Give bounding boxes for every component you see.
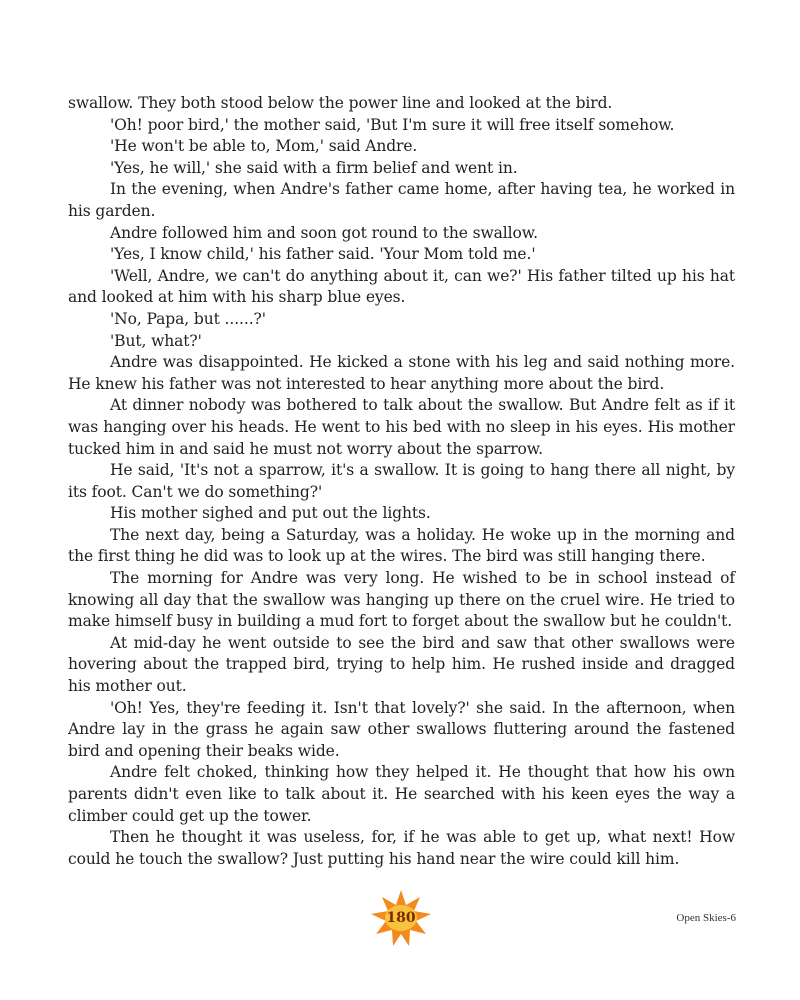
paragraph: Then he thought it was useless, for, if he was able to get up, what next! How could he touch the swallow? Just putting his hand near the wire could kill him. (68, 828, 735, 868)
paragraph: In the evening, when Andre's father came home, after having tea, he worked in his garden. (68, 180, 735, 220)
paragraph: His mother sighed and put out the lights. (110, 504, 431, 523)
paragraph: swallow. They both stood below the power line and looked at the bird. (68, 94, 613, 112)
paragraph: 'Yes, I know child,' his father said. 'Your Mom told me.' (110, 245, 536, 264)
paragraph: Andre followed him and soon got round to the swallow. (110, 223, 538, 242)
paragraph: 'No, Papa, but ......?' (110, 309, 266, 328)
paragraph: He said, 'It's not a sparrow, it's a swallow. It is going to hang there all night, by its foot. Can't we do something?' (68, 461, 735, 501)
paragraph: 'He won't be able to, Mom,' said Andre. (110, 137, 418, 156)
page-number-badge (371, 890, 431, 946)
page-number: 180 (386, 910, 416, 926)
paragraph: 'Oh! Yes, they're feeding it. Isn't that lovely?' she said. In the afternoon, when Andre lay in the grass he again saw other swallows fluttering around the fastened bird and opening their beaks wide. (68, 698, 735, 760)
paragraph: At dinner nobody was bothered to talk about the swallow. But Andre felt as if it was hanging over his heads. He went to his bed with no sleep in his eyes. His mother tucked him in and said he must not worry about the sparrow. (68, 396, 735, 458)
story-text (68, 93, 735, 870)
paragraph: 'But, what?' (110, 331, 202, 350)
paragraph: At mid-day he went outside to see the bird and saw that other swallows were hovering about the trapped bird, trying to help him. He rushed inside and dragged his mother out. (68, 633, 735, 696)
paragraph: 'Well, Andre, we can't do anything about it, can we?' His father tilted up his hat and looked at him with his sharp blue eyes. (68, 266, 735, 307)
paragraph: Andre was disappointed. He kicked a stone with his leg and said nothing more. He knew his father was not interested to hear anything more about the bird. (68, 353, 735, 393)
paragraph: Andre felt choked, thinking how they helped it. He thought that how his own parents didn't even like to talk about it. He searched with his keen eyes the way a climber could get up the tower. (68, 763, 735, 825)
book-title-footer: Open Skies-6 (676, 912, 736, 924)
paragraph: The morning for Andre was very long. He wished to be in school instead of knowing all day that the swallow was hanging up there on the cruel wire. He tried to make himself busy in building a mud fort to forget about the swallow but he couldn't. (68, 569, 735, 631)
paragraph: 'Oh! poor bird,' the mother said, 'But I'm sure it will free itself somehow. (110, 115, 675, 134)
paragraph: The next day, being a Saturday, was a holiday. He woke up in the morning and the first thing he did was to look up at the wires. The bird was still hanging there. (68, 525, 735, 566)
paragraph: 'Yes, he will,' she said with a firm belief and went in. (110, 158, 518, 177)
